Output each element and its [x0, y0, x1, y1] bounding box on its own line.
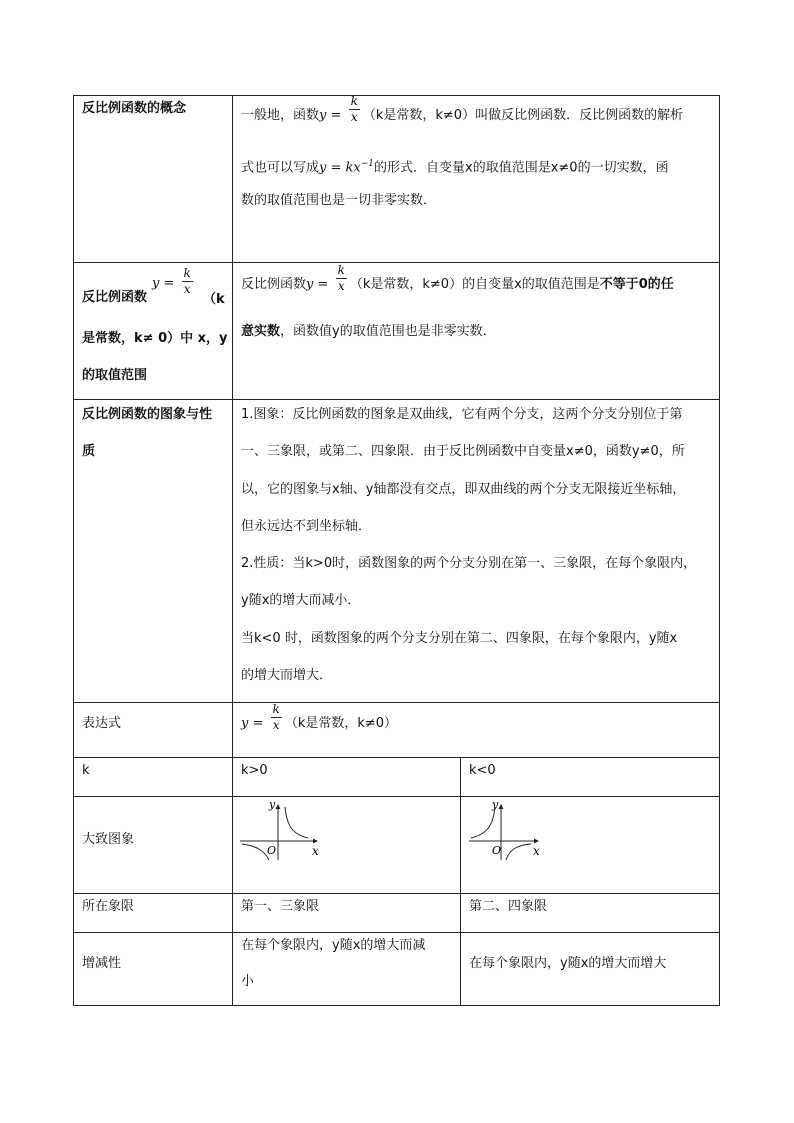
domain-line-1-post: （k是常数，k≠0）的自变量x的取值范围是 — [349, 277, 600, 292]
concept-label: 反比例函数的概念 — [82, 101, 187, 116]
k-label: k — [82, 763, 90, 778]
table-border-right — [719, 95, 720, 1006]
domain-line-2-normal: ，函数值y的取值范围也是非零实数． — [280, 324, 496, 339]
branch-first-quadrant — [285, 807, 308, 838]
concept-line-2-pre: 式也可以写成 — [241, 160, 320, 176]
y-axis-arrow — [499, 804, 504, 809]
monotonicity-positive-line-2: 小 — [241, 974, 255, 989]
domain-label-line-2: 是常数，k≠ 0）中 x，y — [82, 331, 228, 346]
row-divider — [73, 262, 720, 263]
row-divider — [73, 932, 720, 933]
concept-line-2-post: 的形式．自变量x的取值范围是x≠0的一切实数，函 — [374, 160, 669, 176]
domain-label-line-3: 的取值范围 — [82, 368, 148, 383]
graph-label-line-2: 质 — [82, 444, 96, 459]
graph-line-1: 1.图象：反比例函数的图象是双曲线，它有两个分支，这两个分支分别位于第 — [241, 407, 683, 422]
y-axis-arrow — [276, 804, 281, 809]
domain-formula-y: y — [306, 277, 314, 292]
domain-fraction — [336, 263, 347, 294]
expression-fraction-numerator: k — [272, 702, 280, 716]
expression-fraction-denominator: x — [272, 718, 280, 732]
y-axis-label: y — [492, 798, 499, 811]
table-border-left — [73, 95, 74, 1006]
domain-label-fraction-denominator: x — [183, 282, 191, 296]
branch-third-quadrant — [242, 844, 269, 860]
concept-line-1 — [241, 94, 684, 126]
graph-line-4: 但永远达不到坐标轴． — [241, 519, 372, 534]
monotonicity-negative: 在每个象限内，y随x的增大而增大 — [469, 956, 667, 971]
domain-line-1-bold: 不等于0的任 — [599, 277, 674, 292]
expression-formula — [241, 702, 398, 734]
k-negative-header: k<0 — [469, 763, 496, 778]
concept-line-2 — [241, 154, 669, 178]
domain-label-formula — [152, 266, 196, 297]
column-divider-2 — [460, 757, 461, 1006]
domain-label-fraction-numerator: k — [183, 266, 191, 280]
concept-fraction-denominator: x — [350, 110, 358, 124]
concept-line-3: 数的取值范围也是一切非零实数． — [241, 193, 437, 208]
domain-fraction-denominator: x — [337, 279, 345, 293]
row-divider — [73, 702, 720, 703]
graph-line-6: y随x的增大而减小． — [241, 593, 361, 608]
graph-label-line-1: 反比例函数的图象与性 — [82, 407, 213, 422]
graph-line-3: 以，它的图象与x轴、y轴都没有交点，即双曲线的两个分支无限接近坐标轴， — [241, 482, 686, 497]
row-divider — [73, 1005, 720, 1006]
concept-formula-eq: = — [330, 108, 342, 123]
row-divider — [73, 796, 720, 797]
domain-line-2 — [241, 322, 496, 342]
expression-formula-y: y — [241, 716, 249, 731]
k-positive-header: k>0 — [241, 763, 268, 778]
quadrant-negative: 第二、四象限 — [469, 899, 548, 914]
graph-line-5: 2.性质：当k>0时，函数图象的两个分支分别在第一、三象限，在每个象限内， — [241, 556, 697, 571]
expression-fraction — [271, 702, 282, 733]
concept-line-1-post: （k是常数，k≠0）叫做反比例函数．反比例函数的解析 — [362, 108, 684, 123]
graph-line-2: 一、三象限，或第二、四象限．由于反比例函数中自变量x≠0，函数y≠0，所 — [241, 444, 685, 459]
quadrant-label: 所在象限 — [82, 899, 135, 914]
row-divider — [73, 893, 720, 894]
graph-line-7: 当k<0 时，函数图象的两个分支分别在第二、四象限，在每个象限内，y随x — [241, 631, 678, 646]
concept-alt-formula: y = kx — [319, 160, 361, 176]
domain-line-1 — [241, 263, 674, 295]
concept-fraction-numerator: k — [350, 94, 358, 108]
sketch-negative-k — [467, 798, 553, 862]
expression-formula-eq: = — [252, 716, 264, 731]
origin-label: O — [492, 844, 502, 857]
domain-label-formula-y: y — [152, 276, 160, 291]
x-axis-arrow — [313, 839, 318, 844]
graph-line-8: 的增大而增大． — [241, 668, 333, 683]
monotonicity-positive-line-1: 在每个象限内，y随x的增大而减 — [241, 938, 426, 953]
row-divider — [73, 399, 720, 400]
concept-line-1-pre: 一般地，函数 — [241, 108, 320, 123]
x-axis-arrow — [534, 839, 539, 844]
domain-label-pre: 反比例函数 — [82, 290, 148, 305]
origin-label: O — [267, 844, 277, 857]
sketch-positive-k — [238, 798, 324, 862]
concept-alt-formula-exponent: −1 — [360, 159, 375, 169]
domain-label-fraction — [182, 266, 193, 297]
domain-label-k: （k — [203, 292, 225, 307]
domain-label-line-1 — [82, 288, 147, 308]
y-axis-label: y — [269, 798, 276, 811]
domain-fraction-numerator: k — [337, 263, 345, 277]
quadrant-positive: 第一、三象限 — [241, 899, 320, 914]
x-axis-label: x — [312, 844, 319, 858]
x-axis-label: x — [533, 844, 540, 858]
domain-label-formula-eq: = — [163, 276, 175, 291]
expression-label: 表达式 — [82, 716, 122, 731]
concept-formula-y: y — [319, 108, 327, 123]
monotonicity-label: 增减性 — [82, 956, 122, 971]
sketch-label: 大致图象 — [82, 832, 135, 847]
column-divider-1 — [232, 95, 233, 1006]
domain-formula-eq: = — [317, 277, 329, 292]
domain-line-2-bold: 意实数 — [241, 324, 281, 339]
row-divider — [73, 95, 720, 96]
concept-fraction — [349, 94, 360, 125]
domain-line-1-pre: 反比例函数 — [241, 277, 307, 292]
expression-post: （k是常数，k≠0） — [284, 716, 398, 731]
row-divider — [73, 757, 720, 758]
branch-fourth-quadrant — [506, 844, 531, 860]
branch-second-quadrant — [471, 807, 495, 838]
